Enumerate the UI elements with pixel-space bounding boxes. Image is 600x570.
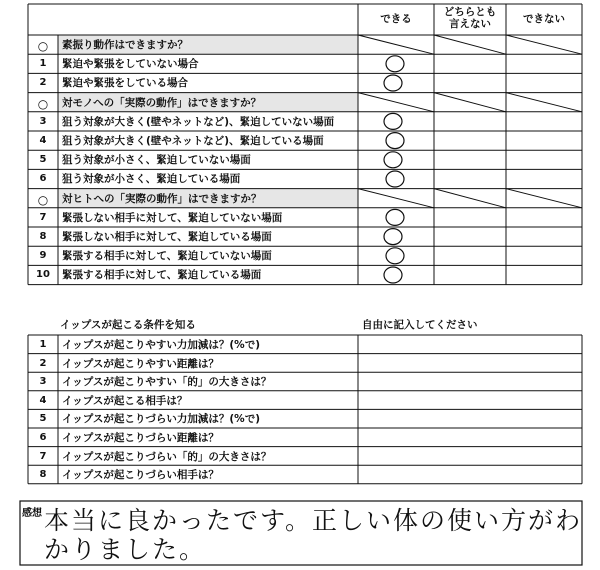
section-cell-diagonal [506, 189, 582, 208]
condition-number: 6 [39, 432, 47, 443]
section-cell-diagonal [358, 35, 434, 54]
conditions-title: イップスが起こる条件を知る [60, 319, 196, 331]
header-cannot: できない [523, 13, 565, 25]
question-text: 狙う対象が大きく(壁やネットなど)、緊迫している場面 [62, 135, 324, 147]
section-marker: ○ [37, 192, 49, 207]
free-answer-cell[interactable] [359, 336, 581, 353]
row-number: 9 [39, 250, 47, 262]
row-number: 6 [39, 173, 47, 185]
free-answer-cell[interactable] [359, 373, 581, 390]
row-number: 1 [39, 58, 47, 70]
free-answer-cell[interactable] [359, 410, 581, 427]
question-text: 緊迫や緊張をしていない場合 [62, 58, 199, 71]
question-text: 緊張する相手に対して、緊迫している場面 [62, 269, 262, 282]
free-answer-cell[interactable] [359, 466, 581, 483]
section-cell-diagonal [506, 35, 582, 54]
header-neither-line2: 言えない [449, 18, 491, 31]
answer-circle-can [386, 248, 404, 264]
condition-question: イップスが起こりやすい「的」の大きさは？ [62, 376, 272, 389]
header-neither [434, 6, 506, 30]
answer-circle-can [386, 209, 404, 225]
question-text: 狙う対象が小さく、緊迫している場面 [62, 173, 241, 186]
answer-circle-can [386, 56, 404, 72]
condition-number: 1 [39, 339, 47, 350]
question-text: 緊迫や緊張をしている場合 [62, 77, 188, 90]
section-cell-diagonal [434, 93, 506, 112]
answer-circle-can [384, 229, 402, 245]
section-cell-diagonal [434, 35, 506, 54]
section-cell-diagonal [506, 93, 582, 112]
free-answer-cell[interactable] [359, 392, 581, 409]
header-neither-line1: どちらとも [443, 6, 497, 18]
question-text: 狙う対象が大きく(壁やネットなど)、緊迫していない場面 [62, 115, 335, 128]
condition-question: イップスが起こる相手は？ [62, 394, 188, 407]
section-question: 素振り動作はできますか？ [62, 39, 188, 51]
row-number: 7 [39, 211, 47, 223]
condition-question: イップスが起こりづらい力加減は？(%で) [62, 413, 260, 426]
section-cell-diagonal [358, 93, 434, 112]
question-text: 緊張しない相手に対して、緊迫していない場面 [62, 211, 283, 224]
section-marker: ○ [37, 39, 49, 53]
row-number: 4 [39, 135, 47, 146]
free-entry-header: 自由に記入してください [362, 319, 478, 331]
condition-number: 5 [39, 413, 47, 425]
answer-circle-can [384, 267, 402, 283]
question-text: 緊張する相手に対して、緊迫していない場面 [62, 250, 272, 263]
condition-number: 8 [39, 469, 47, 481]
condition-number: 3 [39, 376, 47, 388]
condition-question: イップスが起こりづらい「的」の大きさは？ [62, 450, 272, 463]
condition-question: イップスが起こりやすい距離は？ [62, 357, 219, 370]
section-cell-diagonal [358, 189, 434, 208]
answer-circle-can [384, 113, 402, 129]
section-cell-diagonal [434, 189, 506, 208]
free-answer-cell[interactable] [359, 355, 581, 372]
question-text: 狙う対象が小さく、緊迫していない場面 [62, 154, 251, 167]
section-question: 対ヒトへの「実際の動作」はできますか？ [62, 192, 262, 205]
condition-question: イップスが起こりづらい距離は？ [62, 432, 219, 444]
condition-question: イップスが起こりづらい相手は？ [62, 469, 219, 482]
answer-circle-can [386, 171, 404, 187]
row-number: 10 [36, 269, 50, 281]
section-question: 対モノへの「実際の動作」はできますか？ [62, 96, 262, 109]
row-number: 5 [39, 154, 47, 166]
free-answer-cell[interactable] [359, 429, 581, 446]
condition-number: 4 [39, 394, 47, 406]
impression-label: 感想 [22, 508, 42, 519]
answer-circle-can [384, 75, 402, 91]
condition-number: 2 [39, 357, 47, 369]
row-number: 2 [39, 77, 47, 89]
header-can: できる [380, 13, 412, 25]
answer-circle-can [386, 133, 404, 149]
condition-number: 7 [39, 450, 47, 462]
question-text: 緊張しない相手に対して、緊迫している場面 [62, 231, 272, 243]
free-answer-cell[interactable] [359, 448, 581, 465]
condition-question: イップスが起こりやすい力加減は？(%で) [62, 339, 260, 351]
answer-circle-can [384, 152, 402, 168]
row-number: 8 [39, 231, 47, 242]
row-number: 3 [39, 115, 47, 127]
section-marker: ○ [37, 96, 49, 111]
impression-handwritten-text: 本当に良かったです。正しい体の使い方がわかりました。 [44, 506, 583, 564]
